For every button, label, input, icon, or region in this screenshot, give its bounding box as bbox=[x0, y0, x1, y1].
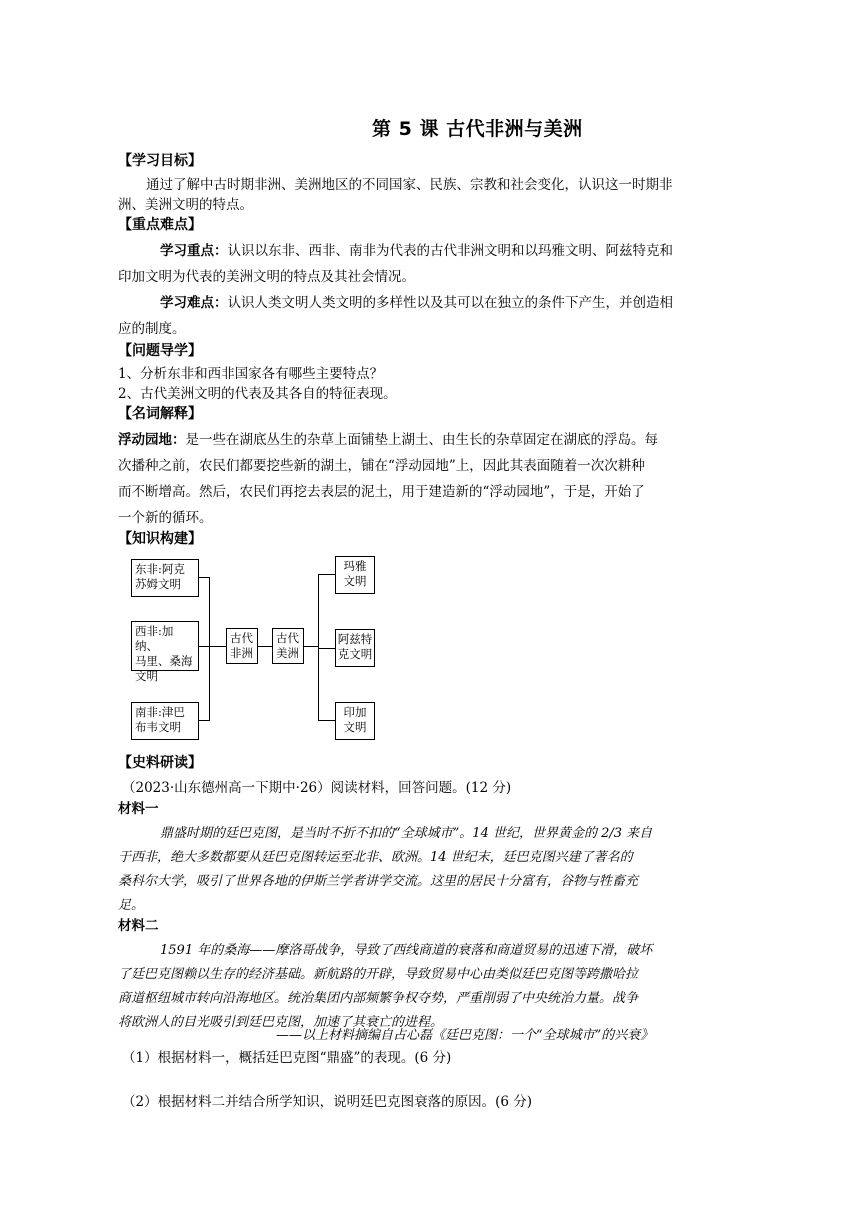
question-2: （2）根据材料二并结合所学知识，说明廷巴克图衰落的原因。(6 分) bbox=[122, 1094, 533, 1110]
material-1-title: 材料一 bbox=[118, 801, 159, 817]
difficulty-text-1: 认识人类文明人类文明的多样性以及其可以在独立的条件下产生，并创造相 bbox=[227, 295, 673, 311]
terms-heading: 【名词解释】 bbox=[118, 406, 202, 422]
guide-heading: 【问题导学】 bbox=[118, 343, 202, 359]
box-ancient-america-line1: 古代 bbox=[276, 631, 299, 645]
box-ancient-africa-line2: 非洲 bbox=[230, 646, 253, 660]
m1-line-1: 鼎盛时期的廷巴克图，是当时不折不扣的“全球城市”。14 世纪，世界黄金的 2/3 来自 bbox=[160, 826, 653, 841]
term-line-4: 一个新的循环。 bbox=[118, 510, 213, 526]
m2-line-1: 1591 年的桑海——摩洛哥战争，导致了西线商道的衰落和商道贸易的迅速下滑，破坏 bbox=[160, 943, 653, 958]
box-inca-line2: 文明 bbox=[343, 720, 367, 734]
objectives-heading: 【学习目标】 bbox=[118, 153, 202, 169]
m1-line-2: 于西非，绝大多数都要从廷巴克图转运至北非、欧洲。14 世纪末，廷巴克图兴建了著名的 bbox=[118, 850, 633, 865]
box-ancient-america bbox=[272, 628, 304, 664]
m2-line-2: 了廷巴克图赖以生存的经济基础。新航路的开辟，导致贸易中心由类似廷巴克图等跨撒哈拉 bbox=[118, 967, 639, 982]
box-ancient-america-line2: 美洲 bbox=[276, 646, 299, 660]
box-inca bbox=[335, 702, 375, 740]
box-south-africa-line2: 布韦文明 bbox=[135, 720, 181, 734]
term-line-1 bbox=[118, 428, 730, 448]
objectives-line-2: 洲、美洲文明的特点。 bbox=[118, 197, 253, 213]
box-east-africa-line2: 苏姆文明 bbox=[135, 577, 181, 591]
difficulty-line-2: 应的制度。 bbox=[118, 321, 186, 337]
box-south-africa-line1: 南非:津巴 bbox=[135, 705, 185, 719]
box-west-africa-line3: 文明 bbox=[135, 669, 158, 683]
term-line-2: 次播种之前，农民们都要挖些新的湖土，铺在“浮动园地”上，因此其表面随着一次次耕种 bbox=[118, 458, 645, 474]
term-label: 浮动园地： bbox=[118, 432, 186, 448]
box-inca-line1: 印加 bbox=[343, 705, 367, 719]
m1-line-3: 桑科尔大学，吸引了世界各地的伊斯兰学者讲学交流。这里的居民十分富有，谷物与牲畜充 bbox=[118, 874, 639, 889]
question-1: （1）根据材料一，概括廷巴克图“鼎盛”的表现。(6 分) bbox=[122, 1050, 452, 1066]
box-west-africa bbox=[131, 621, 199, 683]
box-aztec bbox=[335, 629, 375, 667]
box-west-africa-line1: 西非:加纳、 bbox=[135, 624, 174, 653]
guide-item-2: 2、古代美洲文明的代表及其各自的特征表现。 bbox=[118, 386, 397, 402]
sources-heading: 【史料研读】 bbox=[118, 755, 202, 771]
material-2-title: 材料二 bbox=[118, 918, 159, 934]
box-maya-line1: 玛雅 bbox=[343, 559, 367, 573]
focus-line-1 bbox=[160, 239, 772, 259]
focus-line-2: 印加文明为代表的美洲文明的特点及其社会情况。 bbox=[118, 269, 415, 285]
box-aztec-line1: 阿兹特 bbox=[337, 632, 373, 646]
box-east-africa-line1: 东非:阿克 bbox=[135, 562, 185, 576]
knowledge-heading: 【知识构建】 bbox=[118, 531, 202, 547]
objectives-line-1: 通过了解中古时期非洲、美洲地区的不同国家、民族、宗教和社会变化，认识这一时期非 bbox=[146, 177, 673, 193]
citation: ——以上材料摘编自占心磊《廷巴克图：一个“全球城市”的兴衰》 bbox=[276, 1028, 654, 1043]
box-ancient-africa bbox=[226, 628, 258, 664]
difficulty-label: 学习难点： bbox=[160, 295, 228, 311]
keypoints-heading: 【重点难点】 bbox=[118, 217, 202, 233]
box-maya-line2: 文明 bbox=[343, 574, 367, 588]
m2-line-4: 将欧洲人的目光吸引到廷巴克图，加速了其衰亡的进程。 bbox=[118, 1015, 444, 1030]
box-ancient-africa-line1: 古代 bbox=[230, 631, 253, 645]
guide-item-1: 1、分析东非和西非国家各有哪些主要特点？ bbox=[118, 366, 384, 382]
focus-text-1: 认识以东非、西非、南非为代表的古代非洲文明和以玛雅文明、阿兹特克和 bbox=[227, 243, 673, 259]
m1-line-4: 足。 bbox=[118, 898, 145, 913]
difficulty-line-1 bbox=[160, 291, 772, 311]
lesson-title: 第 5 课 古代非洲与美洲 bbox=[372, 118, 583, 140]
box-east-africa bbox=[131, 559, 199, 597]
m2-line-3: 商道枢纽城市转向沿海地区。统治集团内部频繁争权夺势，严重削弱了中央统治力量。战争 bbox=[118, 991, 639, 1006]
box-west-africa-line2: 马里、桑海 bbox=[135, 654, 193, 668]
term-line-3: 而不断增高。然后，农民们再挖去表层的泥土，用于建造新的“浮动园地”，于是，开始了 bbox=[118, 484, 645, 500]
term-text-1: 是一些在湖底丛生的杂草上面铺垫上湖土、由生长的杂草固定在湖底的浮岛。每 bbox=[185, 432, 658, 448]
box-aztec-line2: 克文明 bbox=[337, 647, 373, 661]
box-south-africa bbox=[131, 702, 199, 740]
sources-intro: （2023·山东德州高一下期中·26）阅读材料，回答问题。(12 分) bbox=[122, 780, 512, 796]
box-maya bbox=[335, 556, 375, 594]
focus-label: 学习重点： bbox=[160, 243, 228, 259]
